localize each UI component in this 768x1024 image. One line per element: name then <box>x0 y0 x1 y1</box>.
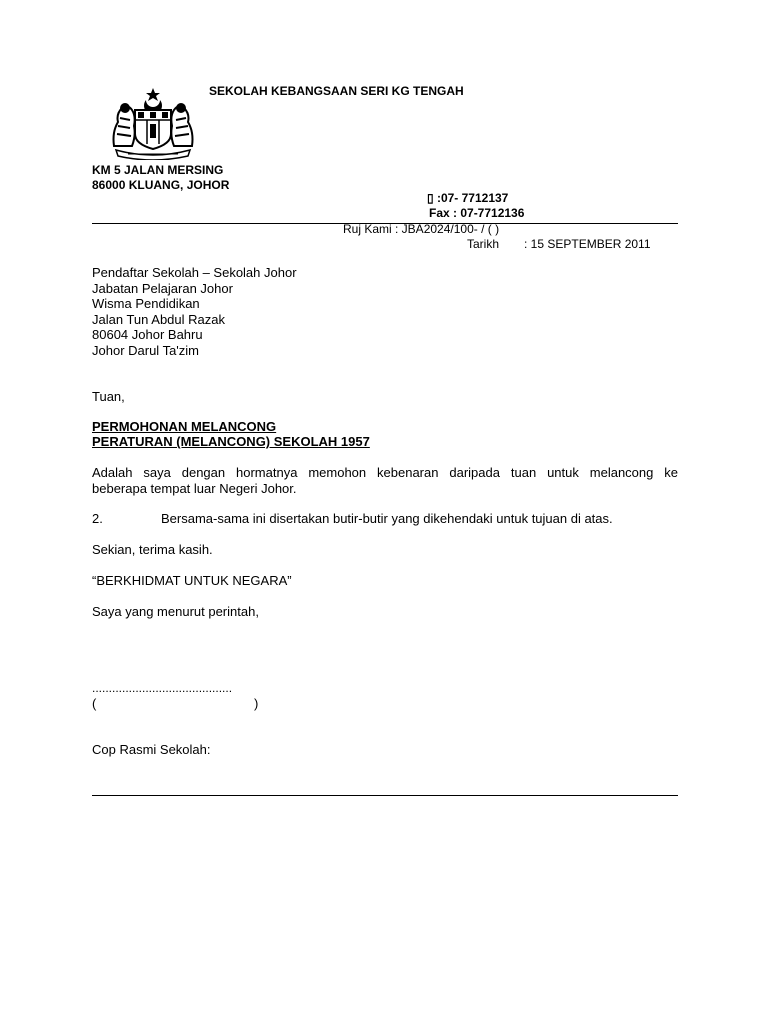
recipient-line: Johor Darul Ta'zim <box>92 342 200 358</box>
recipient-line: Jabatan Pelajaran Johor <box>92 280 233 296</box>
recipient-line: Pendaftar Sekolah – Sekolah Johor <box>92 265 297 280</box>
closing: Sekian, terima kasih. <box>92 542 213 557</box>
paragraph-2-number: 2. <box>92 511 103 526</box>
stamp-label: Cop Rasmi Sekolah: <box>92 742 211 757</box>
subject-line-1: PERMOHONAN MELANCONG <box>92 419 277 434</box>
address-line-2: 86000 KLUANG, JOHOR <box>92 178 230 192</box>
address-line-1: KM 5 JALAN MERSING <box>92 163 224 177</box>
signature-name-close: ) <box>254 696 259 711</box>
sign-off: Saya yang menurut perintah, <box>92 604 259 619</box>
phone-number: :07- 7712137 <box>433 191 509 205</box>
date-value: : 15 SEPTEMBER 2011 <box>524 237 651 251</box>
phone-line <box>427 191 508 205</box>
school-name: SEKOLAH KEBANGSAAN SERI KG TENGAH <box>209 84 464 98</box>
fax-number: Fax : 07-7712136 <box>429 206 525 220</box>
coat-of-arms-icon <box>108 86 198 160</box>
date-label: Tarikh <box>467 237 500 251</box>
signature-line: .......................................... <box>92 681 233 695</box>
subject-line-2: PERATURAN (MELANCONG) SEKOLAH 1957 <box>92 434 370 449</box>
recipient-line: Jalan Tun Abdul Razak <box>92 311 225 327</box>
motto: “BERKHIDMAT UNTUK NEGARA” <box>92 573 292 588</box>
recipient-line: Wisma Pendidikan <box>92 296 200 311</box>
signature-name-open: ( <box>92 696 97 711</box>
salutation: Tuan, <box>92 389 125 404</box>
reference-number: Ruj Kami : JBA2024/100- / ( ) <box>343 222 500 236</box>
recipient-address <box>92 265 297 358</box>
footer-divider <box>92 795 678 796</box>
recipient-line: 80604 Johor Bahru <box>92 327 203 342</box>
paragraph-1: Adalah saya dengan hormatnya memohon kebenaran daripada tuan untuk melancong ke beberapa tempat luar Negeri Johor. <box>92 465 678 496</box>
paragraph-2: Bersama-sama ini disertakan butir-butir yang dikehendaki untuk tujuan di atas. <box>161 511 613 526</box>
phone-icon: ▯ <box>427 191 434 205</box>
